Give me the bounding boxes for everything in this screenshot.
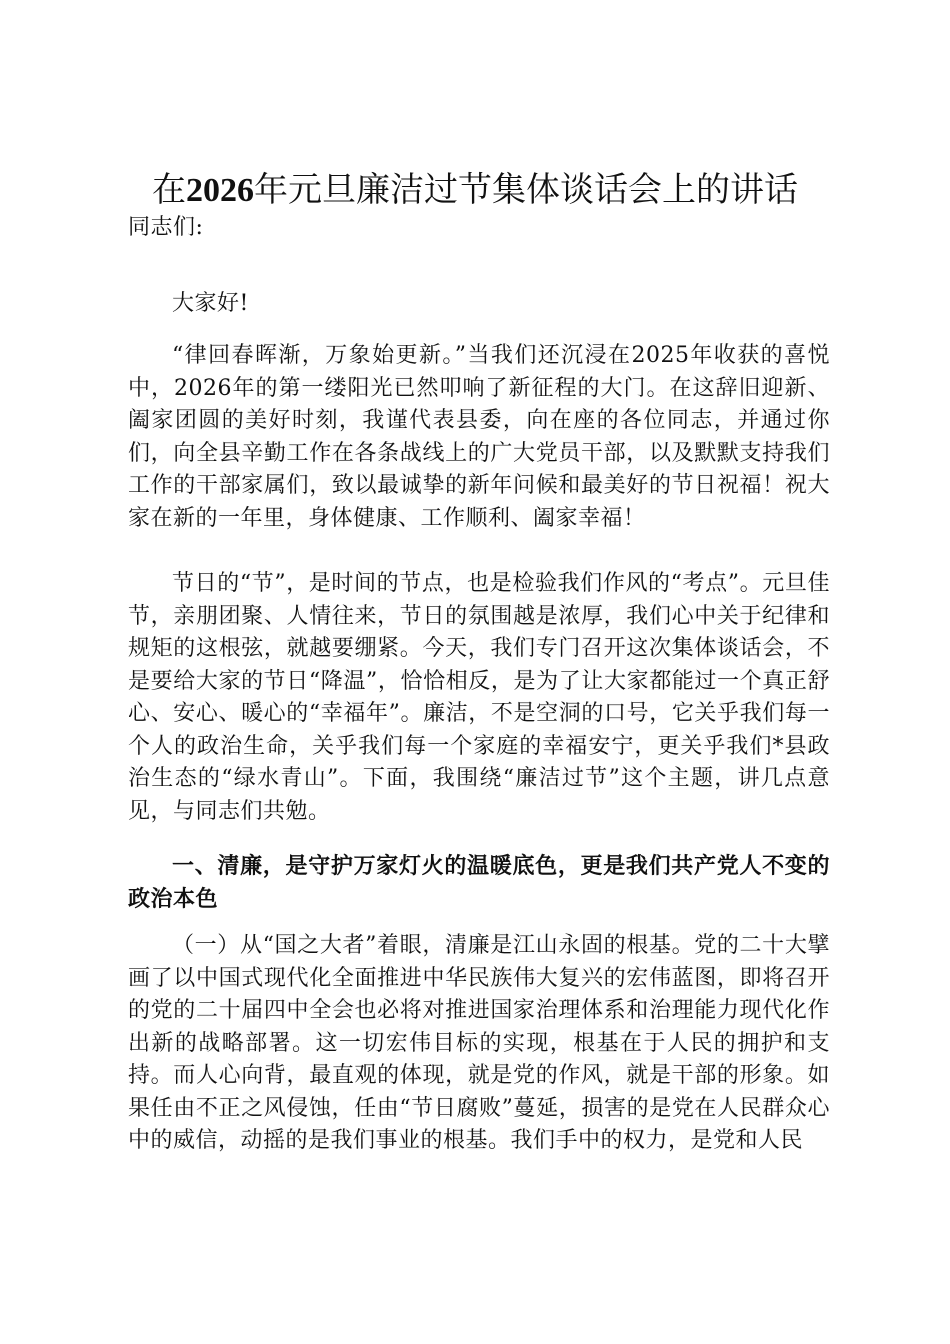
document-title — [0, 166, 950, 215]
paragraph-purpose: 节日的“节”，是时间的节点，也是检验我们作风的“考点”。元旦佳节，亲朋团聚、人情往来，节日的氛围越是浓厚，我们心中关于纪律和规矩的这根弦，就越要绷紧。今天，我们专门召开这次集体谈话会，不是要给大家的节日“降温”，恰恰相反，是为了让大家都能过一个真正舒心、安心、暖心的“幸福年”。廉洁，不是空洞的口号，它关乎我们每一个人的政治生命，关乎我们每一个家庭的幸福安宁，更关乎我们*县政治生态的“绿水青山”。下面，我围绕“廉洁过节”这个主题，讲几点意见，与同志们共勉。 — [128, 571, 830, 824]
greeting: 大家好! — [172, 291, 249, 316]
section-heading: 一、清廉，是守护万家灯火的温暖底色，更是我们共产党人不变的政治本色 — [128, 853, 830, 912]
title-year: 2026 — [186, 172, 254, 209]
title-suffix: 年元旦廉洁过节集体谈话会上的讲话 — [254, 170, 798, 210]
title-prefix: 在 — [152, 170, 186, 210]
paragraph-opening: “律回春晖渐，万象始更新。”当我们还沉浸在2025年收获的喜悦中，2026年的第一缕阳光已然叩响了新征程的大门。在这辞旧迎新、阖家团圆的美好时刻，我谨代表县委，向在座的各位同志，并通过你们，向全县辛勤工作在各条战线上的广大党员干部，以及默默支持我们工作的干部家属们，致以最诚挚的新年问候和最美好的节日祝福！祝大家在新的一年里，身体健康、工作顺利、阖家幸福！ — [128, 343, 830, 531]
salutation: 同志们: — [128, 215, 204, 240]
section-paragraph: （一）从“国之大者”着眼，清廉是江山永固的根基。党的二十大擘画了以中国式现代化全面推进中华民族伟大复兴的宏伟蓝图，即将召开的党的二十届四中全会也必将对推进国家治理体系和治理能力现代化作出新的战略部署。这一切宏伟目标的实现，根基在于人民的拥护和支持。而人心向背，最直观的体现，就是党的作风，就是干部的形象。如果任由不正之风侵蚀，任由“节日腐败”蔓延，损害的是党在人民群众心中的威信，动摇的是我们事业的根基。我们手中的权力，是党和人民 — [128, 933, 830, 1153]
